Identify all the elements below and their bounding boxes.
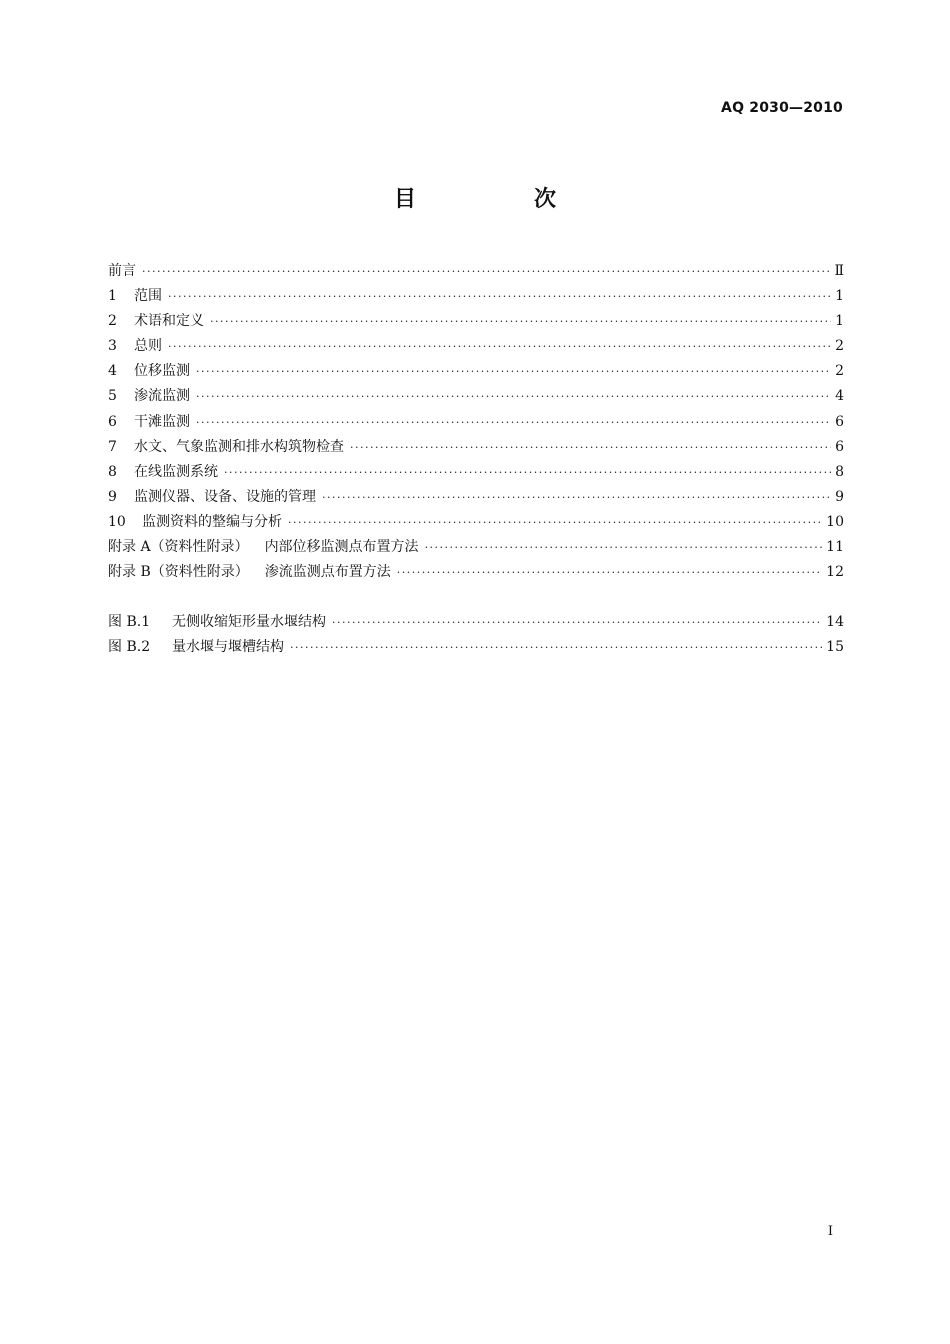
- toc-entry-figure-b1[interactable]: [108, 610, 844, 635]
- toc-label: 前言: [108, 263, 136, 279]
- toc-entry-10[interactable]: [108, 510, 844, 535]
- toc-entry-figure-b2[interactable]: [108, 635, 844, 660]
- toc-label: 渗流监测: [134, 388, 190, 405]
- toc-entry-6[interactable]: [108, 410, 844, 435]
- toc-entry-8[interactable]: [108, 460, 844, 485]
- toc-page: 8: [835, 463, 844, 480]
- toc-label: 范围: [134, 288, 162, 305]
- toc-entry-2[interactable]: [108, 309, 844, 334]
- toc-leader-dots: [196, 384, 831, 409]
- toc-page: 15: [826, 639, 844, 656]
- toc-label: 干滩监测: [134, 413, 190, 430]
- standard-code: AQ 2030—2010: [721, 100, 843, 116]
- toc-leader-dots: [224, 460, 831, 485]
- toc-number: 8: [108, 463, 117, 480]
- toc-leader-dots: [288, 510, 822, 535]
- toc-leader-dots: [332, 610, 822, 635]
- toc-label: 位移监测: [134, 363, 190, 380]
- toc-number: 图 B.1: [108, 614, 151, 631]
- toc-number: 附录 A（资料性附录）: [108, 539, 249, 556]
- toc-label: 水文、气象监测和排水构筑物检查: [134, 438, 344, 455]
- toc-label: 监测仪器、设备、设施的管理: [134, 488, 316, 505]
- toc-entry-5[interactable]: [108, 384, 844, 409]
- toc-entry-3[interactable]: [108, 334, 844, 359]
- toc-entry-9[interactable]: [108, 485, 844, 510]
- toc-label: 无侧收缩矩形量水堰结构: [172, 614, 326, 631]
- toc-entry-foreword[interactable]: [108, 259, 844, 284]
- table-of-contents: [108, 259, 844, 660]
- toc-number: 附录 B（资料性附录）: [108, 564, 249, 581]
- toc-label: 内部位移监测点布置方法: [264, 539, 419, 556]
- page-number: Ⅰ: [827, 1224, 833, 1239]
- toc-number: 2: [108, 313, 117, 330]
- toc-number: 图 B.2: [108, 639, 151, 656]
- toc-entry-4[interactable]: [108, 359, 844, 384]
- toc-leader-dots: [210, 309, 831, 334]
- toc-number: 5: [108, 388, 117, 405]
- toc-leader-dots: [425, 535, 823, 560]
- toc-page: Ⅱ: [834, 263, 844, 279]
- toc-number: 4: [108, 363, 117, 380]
- toc-page: 14: [826, 614, 844, 631]
- toc-leader-dots: [290, 635, 822, 660]
- toc-leader-dots: [350, 435, 831, 460]
- toc-entry-appendix-b[interactable]: [108, 560, 844, 585]
- toc-entry-1[interactable]: [108, 284, 844, 309]
- toc-page: 6: [835, 413, 844, 430]
- toc-label: 监测资料的整编与分析: [142, 513, 282, 530]
- toc-page: 2: [835, 363, 844, 380]
- toc-leader-dots: [322, 485, 831, 510]
- toc-page: 2: [835, 338, 844, 355]
- toc-entry-7[interactable]: [108, 435, 844, 460]
- toc-number: 1: [108, 288, 117, 305]
- toc-page: 4: [835, 388, 844, 405]
- toc-label: 总则: [134, 338, 162, 355]
- page-title: 目 次: [393, 187, 604, 212]
- toc-leader-dots: [168, 284, 831, 309]
- toc-leader-dots: [196, 359, 831, 384]
- toc-number: 6: [108, 413, 117, 430]
- toc-label: 量水堰与堰槽结构: [172, 639, 284, 656]
- toc-label: 在线监测系统: [134, 463, 218, 480]
- toc-label: 渗流监测点布置方法: [264, 564, 391, 581]
- toc-page: 10: [826, 513, 844, 530]
- toc-number: 7: [108, 438, 117, 455]
- toc-number: 10: [108, 513, 126, 530]
- toc-leader-dots: [397, 560, 822, 585]
- toc-leader-dots: [168, 334, 831, 359]
- section-gap: [108, 585, 844, 610]
- toc-label: 术语和定义: [134, 313, 204, 330]
- toc-page: 11: [826, 539, 844, 556]
- toc-number: 3: [108, 338, 117, 355]
- toc-page: 1: [835, 313, 844, 330]
- toc-leader-dots: [196, 410, 831, 435]
- toc-number: 9: [108, 488, 117, 505]
- toc-page: 1: [835, 288, 844, 305]
- toc-page: 9: [835, 488, 844, 505]
- toc-page: 6: [835, 438, 844, 455]
- toc-leader-dots: [142, 259, 830, 284]
- toc-entry-appendix-a[interactable]: [108, 535, 844, 560]
- toc-page: 12: [826, 564, 844, 581]
